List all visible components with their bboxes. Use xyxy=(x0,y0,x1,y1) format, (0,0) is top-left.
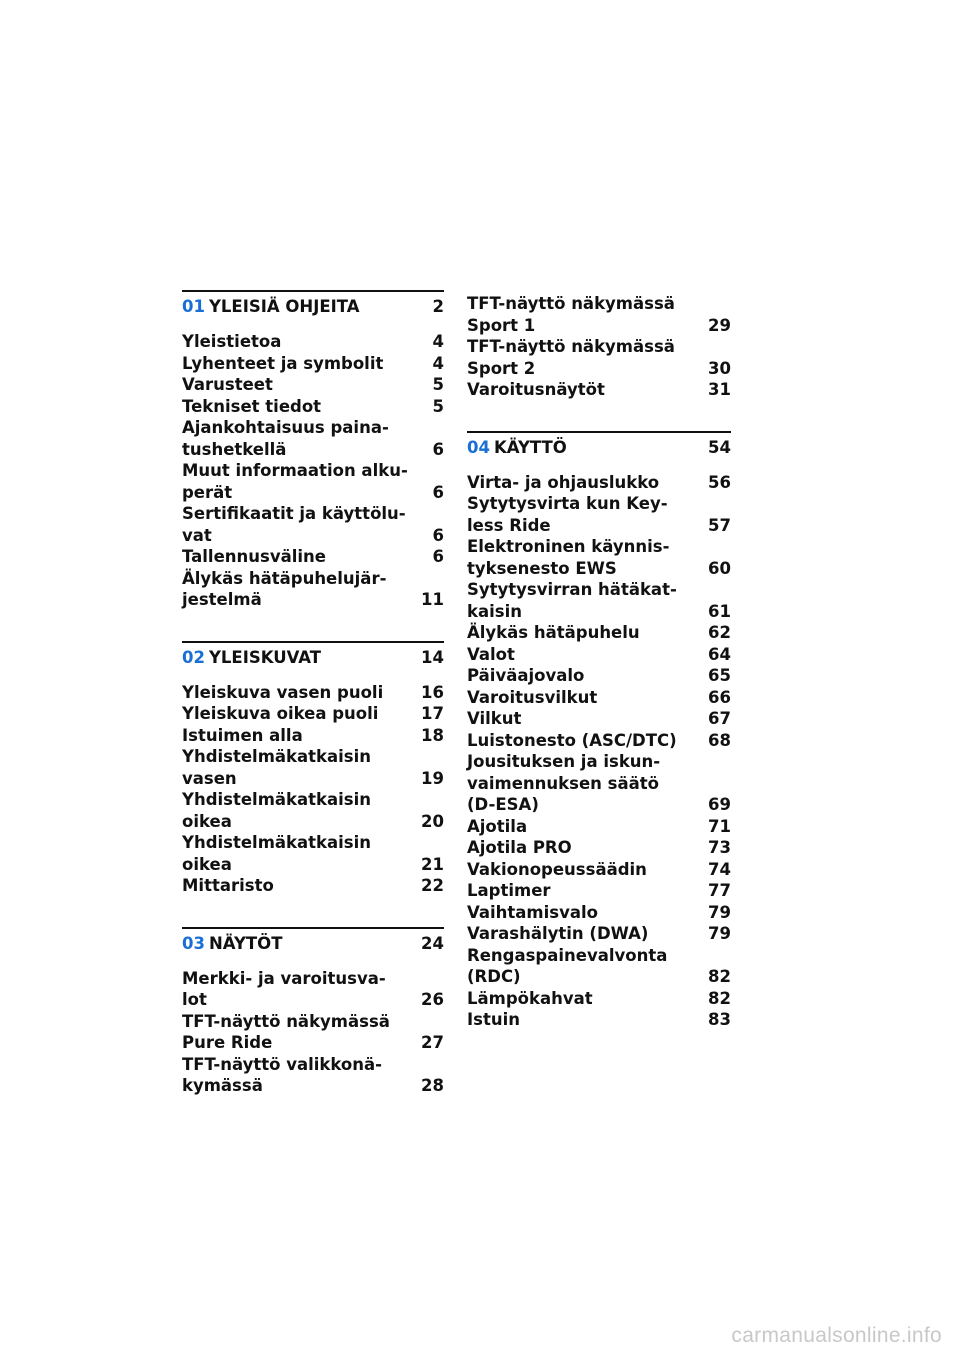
toc-entry-text: TFT-näyttö valikkonä- xyxy=(182,1054,382,1074)
toc-entry-page: 18 xyxy=(421,725,444,745)
toc-entry-page: 56 xyxy=(708,472,731,492)
toc-entry[interactable] xyxy=(467,601,731,623)
toc-entry-text: Rengaspainevalvonta xyxy=(467,945,668,965)
toc-entry[interactable] xyxy=(182,417,444,439)
toc-entry-text: kaisin xyxy=(467,601,522,621)
toc-entry-page: 79 xyxy=(708,902,731,922)
section-gap xyxy=(467,401,731,431)
toc-entry[interactable] xyxy=(467,794,731,816)
toc-entry-text: Jousituksen ja iskun- xyxy=(467,752,661,771)
toc-entry-page: 82 xyxy=(708,967,731,986)
toc-entry-text: Istuimen alla xyxy=(182,725,303,745)
section-page: 14 xyxy=(421,647,444,667)
toc-entry[interactable] xyxy=(467,1009,731,1031)
toc-entry-text: lot xyxy=(182,990,207,1009)
toc-entry-text: Yhdistelmäkatkaisin xyxy=(182,790,372,809)
toc-entry[interactable] xyxy=(467,708,731,730)
toc-entry-text: Ajankohtaisuus paina- xyxy=(182,418,389,437)
toc-entry-text: Sytytysvirran hätäkat- xyxy=(467,580,677,599)
toc-entry-page: 6 xyxy=(432,525,444,545)
toc-entry[interactable] xyxy=(182,703,444,725)
toc-entry-page: 29 xyxy=(708,315,731,335)
toc-entry[interactable] xyxy=(467,515,731,537)
toc-entry-page: 6 xyxy=(432,482,444,502)
toc-entry[interactable] xyxy=(467,579,731,601)
toc-entry[interactable] xyxy=(182,439,444,461)
toc-entry-page: 30 xyxy=(708,358,731,378)
toc-entry-page: 21 xyxy=(421,854,444,874)
toc-entry[interactable] xyxy=(182,1075,444,1097)
toc-entry[interactable] xyxy=(467,902,731,924)
toc-entry-text: Varoitusvilkut xyxy=(467,687,598,707)
toc-entry-page: 62 xyxy=(708,623,731,642)
toc-entry-page: 69 xyxy=(708,795,731,814)
toc-entry-page: 60 xyxy=(708,558,731,578)
toc-entry[interactable] xyxy=(467,816,731,838)
toc-entry[interactable] xyxy=(182,374,444,396)
toc-entry[interactable] xyxy=(467,923,731,945)
section-heading[interactable] xyxy=(182,647,444,669)
toc-entry-page: 6 xyxy=(432,439,444,459)
toc-entry-text: Merkki- ja varoitusva- xyxy=(182,968,386,988)
section-number: 03 xyxy=(182,933,205,953)
toc-entry[interactable] xyxy=(182,1054,444,1076)
toc-entry[interactable] xyxy=(182,811,444,833)
toc-entry-text: perät xyxy=(182,482,233,502)
section-rule xyxy=(182,641,444,643)
toc-entry[interactable] xyxy=(182,568,444,590)
toc-entry-text: Sertifikaatit ja käyttölu- xyxy=(182,504,406,523)
toc-entry-page: 66 xyxy=(708,687,731,707)
toc-entry-text: (D-ESA) xyxy=(467,795,539,814)
toc-entry-page: 64 xyxy=(708,644,731,664)
toc-entry-text: Pure Ride xyxy=(182,1033,273,1052)
section-title: NÄYTÖT xyxy=(208,933,283,953)
toc-entry[interactable] xyxy=(467,945,731,967)
section-number: 01 xyxy=(182,297,205,316)
toc-entry-text: Lyhenteet ja symbolit xyxy=(182,353,384,373)
section-page: 2 xyxy=(432,297,444,316)
toc-entry-text: Varoitusnäytöt xyxy=(467,380,605,399)
toc-entry-page: 68 xyxy=(708,730,731,750)
toc-entry-text: Vakionopeussäädin xyxy=(467,859,647,879)
toc-entry-page: 20 xyxy=(421,811,444,831)
toc-entry-text: Ajotila PRO xyxy=(467,838,572,857)
toc-entry[interactable] xyxy=(467,536,731,558)
toc-entry-page: 83 xyxy=(708,1010,731,1029)
toc-entry-page: 19 xyxy=(421,768,444,788)
toc-entry[interactable] xyxy=(182,460,444,482)
toc-entry-page: 79 xyxy=(708,924,731,943)
toc-entry-page: 61 xyxy=(708,601,731,621)
toc-entry[interactable] xyxy=(467,558,731,580)
toc-entry[interactable] xyxy=(467,837,731,859)
toc-entry-page: 16 xyxy=(421,682,444,702)
toc-entry[interactable] xyxy=(182,746,444,768)
toc-entry-text: Älykäs hätäpuhelu xyxy=(467,623,640,642)
toc-entry-text: Luistonesto (ASC/DTC) xyxy=(467,730,677,750)
toc-entry-text: Yleiskuva oikea puoli xyxy=(182,704,379,723)
toc-entry[interactable] xyxy=(182,396,444,418)
toc-entry-page: 31 xyxy=(708,380,731,399)
toc-entry[interactable] xyxy=(182,503,444,525)
toc-entry-page: 65 xyxy=(708,666,731,685)
toc-entry-page: 22 xyxy=(421,876,444,895)
toc-entry-page: 11 xyxy=(421,590,444,609)
toc-entry[interactable] xyxy=(182,525,444,547)
toc-entry[interactable] xyxy=(467,472,731,494)
toc-entry-text: Sport 1 xyxy=(467,315,536,335)
toc-entry-page: 82 xyxy=(708,988,731,1008)
section-page: 54 xyxy=(708,437,731,457)
section-page: 24 xyxy=(421,933,444,953)
toc-entry[interactable] xyxy=(182,331,444,353)
section-number: 04 xyxy=(467,437,490,457)
toc-entry[interactable] xyxy=(182,589,444,611)
toc-entry[interactable] xyxy=(182,482,444,504)
toc-entry-page: 73 xyxy=(708,838,731,857)
toc-entry-page: 77 xyxy=(708,881,731,900)
toc-entry-text: Yhdistelmäkatkaisin xyxy=(182,747,372,766)
section-heading[interactable] xyxy=(182,933,444,955)
toc-entry[interactable] xyxy=(182,353,444,375)
toc-entry-page: 6 xyxy=(432,547,444,566)
toc-entry[interactable] xyxy=(182,789,444,811)
toc-entry-text: Tallennusväline xyxy=(182,547,326,566)
toc-entry-text: Virta- ja ohjauslukko xyxy=(467,472,660,492)
toc-entry-page: 28 xyxy=(421,1076,444,1095)
toc-entry-text: Varashälytin (DWA) xyxy=(467,924,649,943)
toc-entry-page: 26 xyxy=(421,990,444,1009)
toc-entry-text: TFT-näyttö näkymässä xyxy=(467,294,675,313)
toc-entry-text: Yleiskuva vasen puoli xyxy=(182,682,384,702)
toc-entry[interactable] xyxy=(467,773,731,795)
toc-entry[interactable] xyxy=(182,1011,444,1033)
toc-entry-text: jestelmä xyxy=(182,590,262,609)
toc-entry-text: Yhdistelmäkatkaisin xyxy=(182,833,372,852)
toc-entry[interactable] xyxy=(182,546,444,568)
section-gap xyxy=(182,897,444,927)
toc-entry-text: Ajotila xyxy=(467,816,528,836)
toc-entry[interactable] xyxy=(467,751,731,773)
toc-entry-text: Päiväajovalo xyxy=(467,666,585,685)
toc-entry[interactable] xyxy=(467,358,731,380)
toc-entry[interactable] xyxy=(182,1032,444,1054)
toc-entry[interactable] xyxy=(467,379,731,401)
toc-column-left xyxy=(182,290,444,1097)
toc-entry[interactable] xyxy=(182,725,444,747)
toc-entry-text: (RDC) xyxy=(467,967,521,986)
section-rule xyxy=(182,927,444,929)
toc-entry[interactable] xyxy=(467,859,731,881)
toc-entry[interactable] xyxy=(467,665,731,687)
toc-entry-text: Sytytysvirta kun Key- xyxy=(467,494,668,513)
toc-entry[interactable] xyxy=(467,336,731,358)
toc-entry[interactable] xyxy=(182,989,444,1011)
toc-entry-text: tushetkellä xyxy=(182,439,287,459)
section-gap xyxy=(182,611,444,641)
toc-entry-page: 57 xyxy=(708,515,731,535)
toc-entry-text: Elektroninen käynnis- xyxy=(467,537,670,556)
section-rule xyxy=(467,431,731,433)
section-rule xyxy=(182,290,444,292)
section-heading[interactable] xyxy=(467,437,731,459)
toc-entry-text: Muut informaation alku- xyxy=(182,461,408,480)
toc-entry-page: 4 xyxy=(432,332,444,351)
toc-entry-text: Sport 2 xyxy=(467,358,536,378)
toc-entry-page: 4 xyxy=(432,353,444,373)
toc-entry-text: kymässä xyxy=(182,1076,263,1095)
toc-entry-text: Yleistietoa xyxy=(182,332,282,351)
toc-entry-page: 27 xyxy=(421,1033,444,1052)
toc-entry[interactable] xyxy=(467,644,731,666)
toc-entry-text: Mittaristo xyxy=(182,876,274,895)
toc-entry[interactable] xyxy=(467,880,731,902)
toc-entry[interactable] xyxy=(182,832,444,854)
toc-entry-text: vasen xyxy=(182,768,237,788)
toc-entry[interactable] xyxy=(467,315,731,337)
toc-entry-text: vat xyxy=(182,525,212,545)
toc-entry-text: oikea xyxy=(182,854,232,874)
section-title: YLEISIÄ OHJEITA xyxy=(208,297,360,316)
toc-entry[interactable] xyxy=(182,875,444,897)
toc-entry[interactable] xyxy=(467,493,731,515)
toc-entry[interactable] xyxy=(467,988,731,1010)
toc-entry-text: Älykäs hätäpuhelujär- xyxy=(182,568,387,588)
section-title: KÄYTTÖ xyxy=(493,437,567,457)
toc-entry[interactable] xyxy=(467,687,731,709)
section-title: YLEISKUVAT xyxy=(208,647,322,667)
toc-entry-text: vaimennuksen säätö xyxy=(467,773,659,793)
toc-entry-text: tyksenesto EWS xyxy=(467,558,617,578)
toc-entry-text: Vaihtamisvalo xyxy=(467,902,598,922)
toc-entry-page: 71 xyxy=(708,816,731,836)
toc-entry-text: Varusteet xyxy=(182,375,273,394)
toc-entry[interactable] xyxy=(467,730,731,752)
toc-entry-text: TFT-näyttö näkymässä xyxy=(182,1011,390,1031)
toc-entry-page: 17 xyxy=(421,704,444,723)
toc-entry-text: Laptimer xyxy=(467,881,551,900)
toc-entry-text: Lämpökahvat xyxy=(467,988,593,1008)
toc-entry[interactable] xyxy=(182,682,444,704)
toc-entry-page: 5 xyxy=(432,375,444,394)
toc-entry-text: Istuin xyxy=(467,1010,520,1029)
toc-entry-text: TFT-näyttö näkymässä xyxy=(467,337,675,356)
toc-entry-page: 67 xyxy=(708,709,731,728)
toc-entry-text: oikea xyxy=(182,811,232,831)
section-number: 02 xyxy=(182,647,205,667)
toc-entry-text: less Ride xyxy=(467,515,551,535)
toc-entry-text: Vilkut xyxy=(467,709,522,728)
toc-column-right xyxy=(467,293,731,1031)
toc-entry[interactable] xyxy=(182,968,444,990)
toc-entry[interactable] xyxy=(467,622,731,644)
toc-entry[interactable] xyxy=(182,768,444,790)
toc-entry[interactable] xyxy=(182,854,444,876)
section-heading[interactable] xyxy=(182,296,444,318)
toc-entry-page: 74 xyxy=(708,859,731,879)
toc-entry-page: 5 xyxy=(432,396,444,416)
toc-entry-text: Valot xyxy=(467,644,515,664)
toc-entry-text: Tekniset tiedot xyxy=(182,396,322,416)
watermark: carmanualsonline.info xyxy=(731,1324,942,1347)
toc-entry[interactable] xyxy=(467,293,731,315)
toc-entry[interactable] xyxy=(467,966,731,988)
